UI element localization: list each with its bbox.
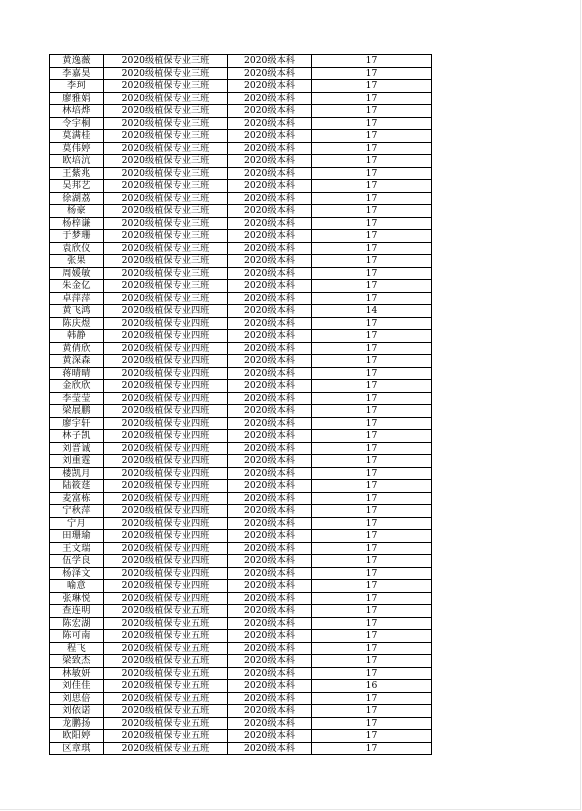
table-row xyxy=(50,55,432,68)
grade-level-cell: 2020级本科 xyxy=(228,442,312,455)
grade-level-cell: 2020级本科 xyxy=(228,167,312,180)
credit-cell: 17 xyxy=(312,80,432,93)
student-name-cell: 程飞 xyxy=(50,642,104,655)
class-cell: 2020级植保专业五班 xyxy=(104,717,228,730)
student-name-cell: 刘思倍 xyxy=(50,692,104,705)
class-cell: 2020级植保专业五班 xyxy=(104,617,228,630)
table-row xyxy=(50,67,432,80)
student-name-cell: 张果 xyxy=(50,255,104,268)
class-cell: 2020级植保专业四班 xyxy=(104,317,228,330)
table-row xyxy=(50,592,432,605)
class-cell: 2020级植保专业三班 xyxy=(104,167,228,180)
grade-level-cell: 2020级本科 xyxy=(228,492,312,505)
class-cell: 2020级植保专业四班 xyxy=(104,467,228,480)
grade-level-cell: 2020级本科 xyxy=(228,542,312,555)
credit-cell: 17 xyxy=(312,205,432,218)
student-name-cell: 刘重霆 xyxy=(50,455,104,468)
table-row xyxy=(50,442,432,455)
credit-cell: 17 xyxy=(312,442,432,455)
class-cell: 2020级植保专业四班 xyxy=(104,405,228,418)
class-cell: 2020级植保专业三班 xyxy=(104,292,228,305)
grade-level-cell: 2020级本科 xyxy=(228,592,312,605)
grade-level-cell: 2020级本科 xyxy=(228,267,312,280)
table-row xyxy=(50,305,432,318)
table-row xyxy=(50,530,432,543)
table-row xyxy=(50,480,432,493)
grade-level-cell: 2020级本科 xyxy=(228,730,312,743)
table-row xyxy=(50,692,432,705)
table-row xyxy=(50,280,432,293)
credit-cell: 17 xyxy=(312,155,432,168)
credit-cell: 17 xyxy=(312,630,432,643)
credit-cell: 17 xyxy=(312,642,432,655)
table-row xyxy=(50,255,432,268)
credit-cell: 17 xyxy=(312,380,432,393)
student-name-cell: 黄深森 xyxy=(50,355,104,368)
credit-cell: 17 xyxy=(312,555,432,568)
grade-level-cell: 2020级本科 xyxy=(228,580,312,593)
student-credit-table xyxy=(49,54,432,755)
credit-cell: 17 xyxy=(312,55,432,68)
table-row xyxy=(50,667,432,680)
class-cell: 2020级植保专业四班 xyxy=(104,430,228,443)
student-name-cell: 廖雅娟 xyxy=(50,92,104,105)
grade-level-cell: 2020级本科 xyxy=(228,80,312,93)
credit-cell: 17 xyxy=(312,717,432,730)
grade-level-cell: 2020级本科 xyxy=(228,692,312,705)
grade-level-cell: 2020级本科 xyxy=(228,655,312,668)
table-row xyxy=(50,580,432,593)
student-name-cell: 令宇桐 xyxy=(50,117,104,130)
credit-cell: 17 xyxy=(312,730,432,743)
credit-cell: 17 xyxy=(312,692,432,705)
class-cell: 2020级植保专业四班 xyxy=(104,442,228,455)
table-row xyxy=(50,630,432,643)
grade-level-cell: 2020级本科 xyxy=(228,380,312,393)
grade-level-cell: 2020级本科 xyxy=(228,467,312,480)
credit-cell: 17 xyxy=(312,530,432,543)
grade-level-cell: 2020级本科 xyxy=(228,555,312,568)
grade-level-cell: 2020级本科 xyxy=(228,280,312,293)
student-name-cell: 欧培沆 xyxy=(50,155,104,168)
credit-cell: 17 xyxy=(312,705,432,718)
credit-cell: 17 xyxy=(312,217,432,230)
student-name-cell: 黄逸薇 xyxy=(50,55,104,68)
class-cell: 2020级植保专业四班 xyxy=(104,505,228,518)
class-cell: 2020级植保专业五班 xyxy=(104,630,228,643)
class-cell: 2020级植保专业三班 xyxy=(104,55,228,68)
class-cell: 2020级植保专业四班 xyxy=(104,480,228,493)
class-cell: 2020级植保专业五班 xyxy=(104,692,228,705)
grade-level-cell: 2020级本科 xyxy=(228,617,312,630)
table-row xyxy=(50,155,432,168)
student-name-cell: 查连明 xyxy=(50,605,104,618)
table-row xyxy=(50,430,432,443)
student-name-cell: 梁致杰 xyxy=(50,655,104,668)
student-name-cell: 黄飞鸿 xyxy=(50,305,104,318)
student-name-cell: 蒋晴晴 xyxy=(50,367,104,380)
class-cell: 2020级植保专业五班 xyxy=(104,705,228,718)
grade-level-cell: 2020级本科 xyxy=(228,205,312,218)
credit-cell: 17 xyxy=(312,542,432,555)
grade-level-cell: 2020级本科 xyxy=(228,242,312,255)
credit-cell: 17 xyxy=(312,667,432,680)
class-cell: 2020级植保专业五班 xyxy=(104,655,228,668)
student-name-cell: 张琳悦 xyxy=(50,592,104,605)
table-body xyxy=(50,55,432,755)
grade-level-cell: 2020级本科 xyxy=(228,92,312,105)
table-row xyxy=(50,405,432,418)
table-row xyxy=(50,355,432,368)
credit-cell: 17 xyxy=(312,142,432,155)
credit-cell: 17 xyxy=(312,405,432,418)
grade-level-cell: 2020级本科 xyxy=(228,405,312,418)
table-row xyxy=(50,467,432,480)
class-cell: 2020级植保专业四班 xyxy=(104,542,228,555)
grade-level-cell: 2020级本科 xyxy=(228,67,312,80)
table-row xyxy=(50,542,432,555)
grade-level-cell: 2020级本科 xyxy=(228,605,312,618)
student-name-cell: 周媛敏 xyxy=(50,267,104,280)
grade-level-cell: 2020级本科 xyxy=(228,55,312,68)
student-name-cell: 金欣欣 xyxy=(50,380,104,393)
student-name-cell: 吴邦艺 xyxy=(50,180,104,193)
student-name-cell: 杨泽文 xyxy=(50,567,104,580)
student-name-cell: 陆筱莛 xyxy=(50,480,104,493)
class-cell: 2020级植保专业三班 xyxy=(104,205,228,218)
class-cell: 2020级植保专业四班 xyxy=(104,380,228,393)
table-row xyxy=(50,567,432,580)
grade-level-cell: 2020级本科 xyxy=(228,742,312,755)
class-cell: 2020级植保专业四班 xyxy=(104,530,228,543)
student-name-cell: 袁欣仪 xyxy=(50,242,104,255)
student-name-cell: 廖宇轩 xyxy=(50,417,104,430)
grade-level-cell: 2020级本科 xyxy=(228,705,312,718)
table-row xyxy=(50,142,432,155)
credit-cell: 17 xyxy=(312,467,432,480)
class-cell: 2020级植保专业三班 xyxy=(104,280,228,293)
grade-level-cell: 2020级本科 xyxy=(228,342,312,355)
class-cell: 2020级植保专业三班 xyxy=(104,155,228,168)
class-cell: 2020级植保专业三班 xyxy=(104,130,228,143)
student-name-cell: 莫满桂 xyxy=(50,130,104,143)
table-row xyxy=(50,205,432,218)
table-row xyxy=(50,505,432,518)
credit-cell: 17 xyxy=(312,655,432,668)
student-name-cell: 楼凯月 xyxy=(50,467,104,480)
table-row xyxy=(50,317,432,330)
grade-level-cell: 2020级本科 xyxy=(228,417,312,430)
student-name-cell: 于梦珊 xyxy=(50,230,104,243)
credit-cell: 17 xyxy=(312,517,432,530)
credit-cell: 17 xyxy=(312,255,432,268)
grade-level-cell: 2020级本科 xyxy=(228,630,312,643)
credit-cell: 17 xyxy=(312,267,432,280)
credit-cell: 14 xyxy=(312,305,432,318)
class-cell: 2020级植保专业三班 xyxy=(104,105,228,118)
grade-level-cell: 2020级本科 xyxy=(228,517,312,530)
table-row xyxy=(50,705,432,718)
credit-cell: 17 xyxy=(312,592,432,605)
class-cell: 2020级植保专业三班 xyxy=(104,80,228,93)
class-cell: 2020级植保专业四班 xyxy=(104,455,228,468)
credit-cell: 17 xyxy=(312,130,432,143)
student-name-cell: 刘佳佳 xyxy=(50,680,104,693)
class-cell: 2020级植保专业四班 xyxy=(104,305,228,318)
student-name-cell: 李莹莹 xyxy=(50,392,104,405)
student-name-cell: 卓萍萍 xyxy=(50,292,104,305)
student-name-cell: 朱金亿 xyxy=(50,280,104,293)
class-cell: 2020级植保专业五班 xyxy=(104,742,228,755)
student-name-cell: 伍学良 xyxy=(50,555,104,568)
table-row xyxy=(50,292,432,305)
student-name-cell: 杨梓谦 xyxy=(50,217,104,230)
student-name-cell: 莫伟婷 xyxy=(50,142,104,155)
class-cell: 2020级植保专业三班 xyxy=(104,242,228,255)
table-row xyxy=(50,492,432,505)
table-row xyxy=(50,717,432,730)
class-cell: 2020级植保专业五班 xyxy=(104,605,228,618)
credit-cell: 17 xyxy=(312,417,432,430)
credit-cell: 17 xyxy=(312,230,432,243)
table-row xyxy=(50,267,432,280)
credit-cell: 17 xyxy=(312,430,432,443)
student-name-cell: 李嘉昊 xyxy=(50,67,104,80)
table-row xyxy=(50,342,432,355)
grade-level-cell: 2020级本科 xyxy=(228,530,312,543)
student-name-cell: 喻意 xyxy=(50,580,104,593)
student-name-cell: 林敏妍 xyxy=(50,667,104,680)
credit-cell: 17 xyxy=(312,742,432,755)
student-name-cell: 李珂 xyxy=(50,80,104,93)
class-cell: 2020级植保专业四班 xyxy=(104,592,228,605)
credit-cell: 17 xyxy=(312,455,432,468)
student-name-cell: 徐湖荔 xyxy=(50,192,104,205)
table-row xyxy=(50,380,432,393)
table-row xyxy=(50,617,432,630)
credit-cell: 17 xyxy=(312,242,432,255)
table-row xyxy=(50,605,432,618)
class-cell: 2020级植保专业五班 xyxy=(104,642,228,655)
class-cell: 2020级植保专业三班 xyxy=(104,192,228,205)
credit-cell: 17 xyxy=(312,280,432,293)
credit-cell: 17 xyxy=(312,355,432,368)
student-name-cell: 黄倩欣 xyxy=(50,342,104,355)
grade-level-cell: 2020级本科 xyxy=(228,130,312,143)
student-name-cell: 刘晋诚 xyxy=(50,442,104,455)
class-cell: 2020级植保专业五班 xyxy=(104,680,228,693)
class-cell: 2020级植保专业四班 xyxy=(104,517,228,530)
grade-level-cell: 2020级本科 xyxy=(228,105,312,118)
class-cell: 2020级植保专业三班 xyxy=(104,142,228,155)
grade-level-cell: 2020级本科 xyxy=(228,230,312,243)
grade-level-cell: 2020级本科 xyxy=(228,455,312,468)
credit-cell: 17 xyxy=(312,580,432,593)
student-name-cell: 林培烨 xyxy=(50,105,104,118)
grade-level-cell: 2020级本科 xyxy=(228,505,312,518)
grade-level-cell: 2020级本科 xyxy=(228,567,312,580)
credit-cell: 17 xyxy=(312,67,432,80)
class-cell: 2020级植保专业三班 xyxy=(104,117,228,130)
class-cell: 2020级植保专业三班 xyxy=(104,255,228,268)
grade-level-cell: 2020级本科 xyxy=(228,292,312,305)
credit-cell: 17 xyxy=(312,492,432,505)
class-cell: 2020级植保专业三班 xyxy=(104,230,228,243)
grade-level-cell: 2020级本科 xyxy=(228,717,312,730)
table-row xyxy=(50,730,432,743)
grade-level-cell: 2020级本科 xyxy=(228,480,312,493)
table-row xyxy=(50,130,432,143)
credit-cell: 17 xyxy=(312,192,432,205)
class-cell: 2020级植保专业三班 xyxy=(104,180,228,193)
credit-cell: 17 xyxy=(312,317,432,330)
class-cell: 2020级植保专业四班 xyxy=(104,417,228,430)
credit-cell: 17 xyxy=(312,105,432,118)
table-row xyxy=(50,192,432,205)
grade-level-cell: 2020级本科 xyxy=(228,367,312,380)
table-row xyxy=(50,330,432,343)
grade-level-cell: 2020级本科 xyxy=(228,317,312,330)
table-row xyxy=(50,242,432,255)
table-row xyxy=(50,642,432,655)
credit-cell: 17 xyxy=(312,292,432,305)
credit-cell: 17 xyxy=(312,180,432,193)
table-row xyxy=(50,80,432,93)
grade-level-cell: 2020级本科 xyxy=(228,192,312,205)
student-name-cell: 区章琪 xyxy=(50,742,104,755)
grade-level-cell: 2020级本科 xyxy=(228,667,312,680)
credit-cell: 16 xyxy=(312,680,432,693)
table-row xyxy=(50,455,432,468)
credit-cell: 17 xyxy=(312,367,432,380)
table-row xyxy=(50,117,432,130)
class-cell: 2020级植保专业三班 xyxy=(104,267,228,280)
credit-cell: 17 xyxy=(312,567,432,580)
student-name-cell: 龙鹏扬 xyxy=(50,717,104,730)
student-name-cell: 陈庆煜 xyxy=(50,317,104,330)
grade-level-cell: 2020级本科 xyxy=(228,142,312,155)
table-row xyxy=(50,417,432,430)
class-cell: 2020级植保专业四班 xyxy=(104,342,228,355)
table-row xyxy=(50,655,432,668)
grade-level-cell: 2020级本科 xyxy=(228,305,312,318)
student-name-cell: 王文瑞 xyxy=(50,542,104,555)
credit-cell: 17 xyxy=(312,167,432,180)
student-name-cell: 宁秋萍 xyxy=(50,505,104,518)
student-name-cell: 陈宏湖 xyxy=(50,617,104,630)
class-cell: 2020级植保专业四班 xyxy=(104,355,228,368)
class-cell: 2020级植保专业五班 xyxy=(104,730,228,743)
student-name-cell: 宁月 xyxy=(50,517,104,530)
grade-level-cell: 2020级本科 xyxy=(228,330,312,343)
credit-cell: 17 xyxy=(312,92,432,105)
credit-cell: 17 xyxy=(312,617,432,630)
class-cell: 2020级植保专业四班 xyxy=(104,555,228,568)
student-name-cell: 麦富栋 xyxy=(50,492,104,505)
student-name-cell: 杨豪 xyxy=(50,205,104,218)
grade-level-cell: 2020级本科 xyxy=(228,680,312,693)
class-cell: 2020级植保专业四班 xyxy=(104,567,228,580)
table-row xyxy=(50,367,432,380)
class-cell: 2020级植保专业四班 xyxy=(104,392,228,405)
student-name-cell: 刘依诺 xyxy=(50,705,104,718)
class-cell: 2020级植保专业四班 xyxy=(104,330,228,343)
table-row xyxy=(50,230,432,243)
grade-level-cell: 2020级本科 xyxy=(228,180,312,193)
table-row xyxy=(50,742,432,755)
credit-cell: 17 xyxy=(312,117,432,130)
student-name-cell: 林子凯 xyxy=(50,430,104,443)
table-row xyxy=(50,180,432,193)
class-cell: 2020级植保专业五班 xyxy=(104,667,228,680)
grade-level-cell: 2020级本科 xyxy=(228,255,312,268)
credit-cell: 17 xyxy=(312,505,432,518)
grade-level-cell: 2020级本科 xyxy=(228,642,312,655)
credit-cell: 17 xyxy=(312,605,432,618)
class-cell: 2020级植保专业四班 xyxy=(104,367,228,380)
student-name-cell: 欧阳婷 xyxy=(50,730,104,743)
class-cell: 2020级植保专业四班 xyxy=(104,492,228,505)
grade-level-cell: 2020级本科 xyxy=(228,217,312,230)
grade-level-cell: 2020级本科 xyxy=(228,117,312,130)
student-name-cell: 陈可南 xyxy=(50,630,104,643)
grade-level-cell: 2020级本科 xyxy=(228,155,312,168)
table-row xyxy=(50,167,432,180)
grade-level-cell: 2020级本科 xyxy=(228,430,312,443)
student-name-cell: 韩静 xyxy=(50,330,104,343)
table-row xyxy=(50,680,432,693)
credit-cell: 17 xyxy=(312,330,432,343)
credit-cell: 17 xyxy=(312,480,432,493)
table-row xyxy=(50,217,432,230)
credit-cell: 17 xyxy=(312,392,432,405)
class-cell: 2020级植保专业四班 xyxy=(104,580,228,593)
grade-level-cell: 2020级本科 xyxy=(228,355,312,368)
credit-cell: 17 xyxy=(312,342,432,355)
table-row xyxy=(50,555,432,568)
class-cell: 2020级植保专业三班 xyxy=(104,67,228,80)
student-name-cell: 王紫兆 xyxy=(50,167,104,180)
class-cell: 2020级植保专业三班 xyxy=(104,92,228,105)
table-row xyxy=(50,105,432,118)
student-name-cell: 田珊瑜 xyxy=(50,530,104,543)
grade-level-cell: 2020级本科 xyxy=(228,392,312,405)
table-row xyxy=(50,92,432,105)
student-name-cell: 梁展鹏 xyxy=(50,405,104,418)
class-cell: 2020级植保专业三班 xyxy=(104,217,228,230)
table-row xyxy=(50,517,432,530)
table-row xyxy=(50,392,432,405)
